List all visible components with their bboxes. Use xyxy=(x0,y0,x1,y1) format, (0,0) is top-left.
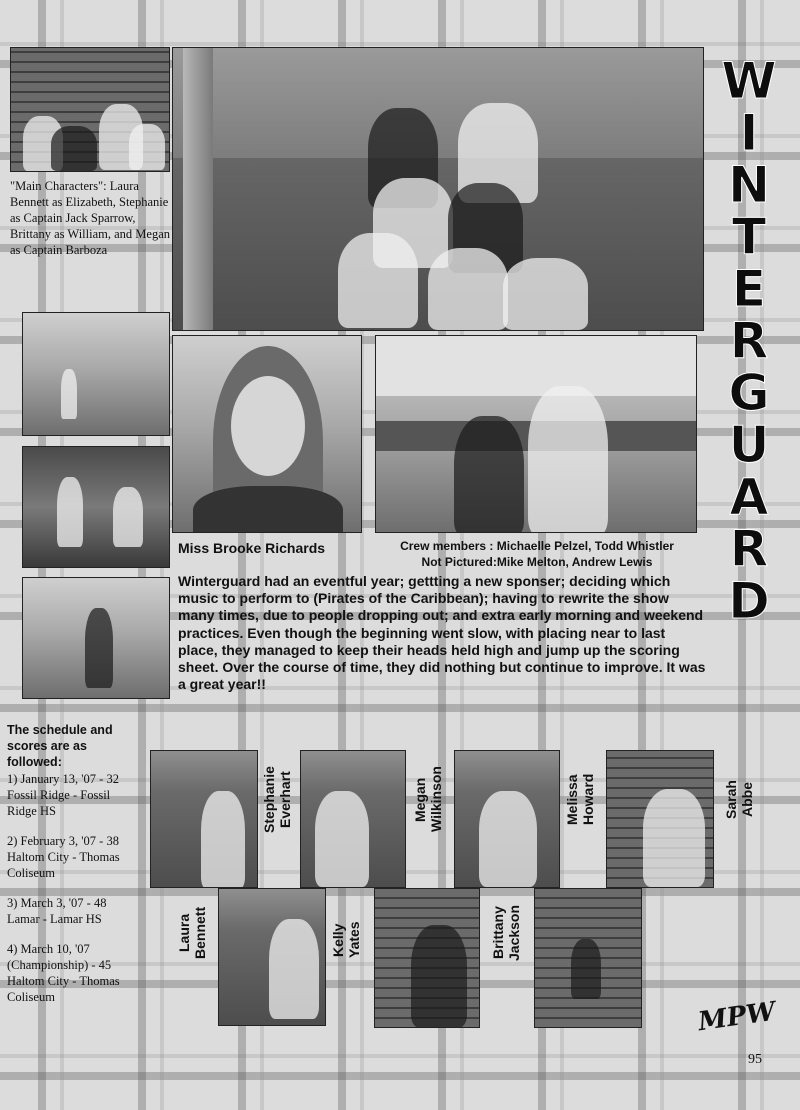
title-letter: A xyxy=(729,468,769,526)
title-letter: R xyxy=(729,520,769,578)
schedule-item: 3) March 3, '07 - 48 Lamar - Lamar HS xyxy=(7,896,107,926)
crew-members-line: Crew members : Michaelle Pelzel, Todd Whistler xyxy=(400,539,674,553)
title-letter: I xyxy=(739,104,759,162)
member-photo-megan xyxy=(454,750,560,888)
schedule-item: 1) January 13, '07 - 32 Fossil Ridge - Fossil Ridge HS xyxy=(7,772,119,818)
performance-photo-3 xyxy=(22,577,170,699)
title-letter: G xyxy=(728,364,770,422)
title-winterguard xyxy=(708,52,790,630)
crew-not-pictured-line: Not Pictured:Mike Melton, Andrew Lewis xyxy=(421,555,653,569)
member-name-laura: Laura Bennett xyxy=(176,906,208,960)
title-letter: T xyxy=(731,208,767,266)
member-photo-laura xyxy=(150,750,258,888)
member-photo-kelly xyxy=(218,888,326,1026)
member-name-stephanie: Stephanie Everhart xyxy=(261,766,293,833)
story-paragraph: Winterguard had an eventful year; gettting a new sponser; deciding which music to perform to (Pirates of the Caribbean); having to rewrite the show many times, due to people dropping out; and extra early morning and weekend practices. Even though the beginning went slow, with placing near to last place, they managed to keep their heads held high and jump up the scoring sheet. Over the course of time, they did nothing but continue to improve. It was a great year!! xyxy=(178,573,706,693)
main-characters-photo xyxy=(10,47,170,172)
director-portrait xyxy=(172,335,362,533)
title-letter: E xyxy=(731,260,767,318)
signature: MPW xyxy=(696,996,778,1038)
schedule-item: 4) March 10, '07 (Championship) - 45 Haltom City - Thomas Coliseum xyxy=(7,942,120,1004)
performance-photo-1 xyxy=(22,312,170,436)
title-letter: W xyxy=(721,52,777,110)
title-letter: N xyxy=(728,156,770,214)
main-characters-caption: "Main Characters": Laura Bennett as Elizabeth, Stephanie as Captain Jack Sparrow, Brittany as William, and Megan as Captain Barboza xyxy=(10,179,170,257)
member-photo-melissa xyxy=(534,888,642,1028)
schedule-block xyxy=(7,722,142,1005)
page-number: 95 xyxy=(748,1052,762,1067)
group-photo xyxy=(172,47,704,331)
director-caption: Miss Brooke Richards xyxy=(178,540,326,556)
performance-photo-2 xyxy=(22,446,170,568)
member-photo-sarah xyxy=(606,750,714,888)
member-photo-brittany xyxy=(374,888,480,1028)
member-name-melissa: Melissa Howard xyxy=(564,773,596,826)
title-letter: R xyxy=(729,312,769,370)
crew-caption xyxy=(372,538,702,570)
member-name-kelly: Kelly Yates xyxy=(330,921,362,959)
member-name-sarah: Sarah Abbe xyxy=(723,780,755,819)
member-photo-stephanie xyxy=(300,750,406,888)
title-letter: U xyxy=(728,416,770,474)
schedule-item: 2) February 3, '07 - 38 Haltom City - Thomas Coliseum xyxy=(7,834,120,880)
member-name-brittany: Brittany Jackson xyxy=(490,904,522,962)
title-letter: D xyxy=(728,572,770,630)
crew-photo xyxy=(375,335,697,533)
member-name-megan: Megan Wilkinson xyxy=(412,766,444,833)
schedule-heading: The schedule and scores are as followed: xyxy=(7,723,113,769)
